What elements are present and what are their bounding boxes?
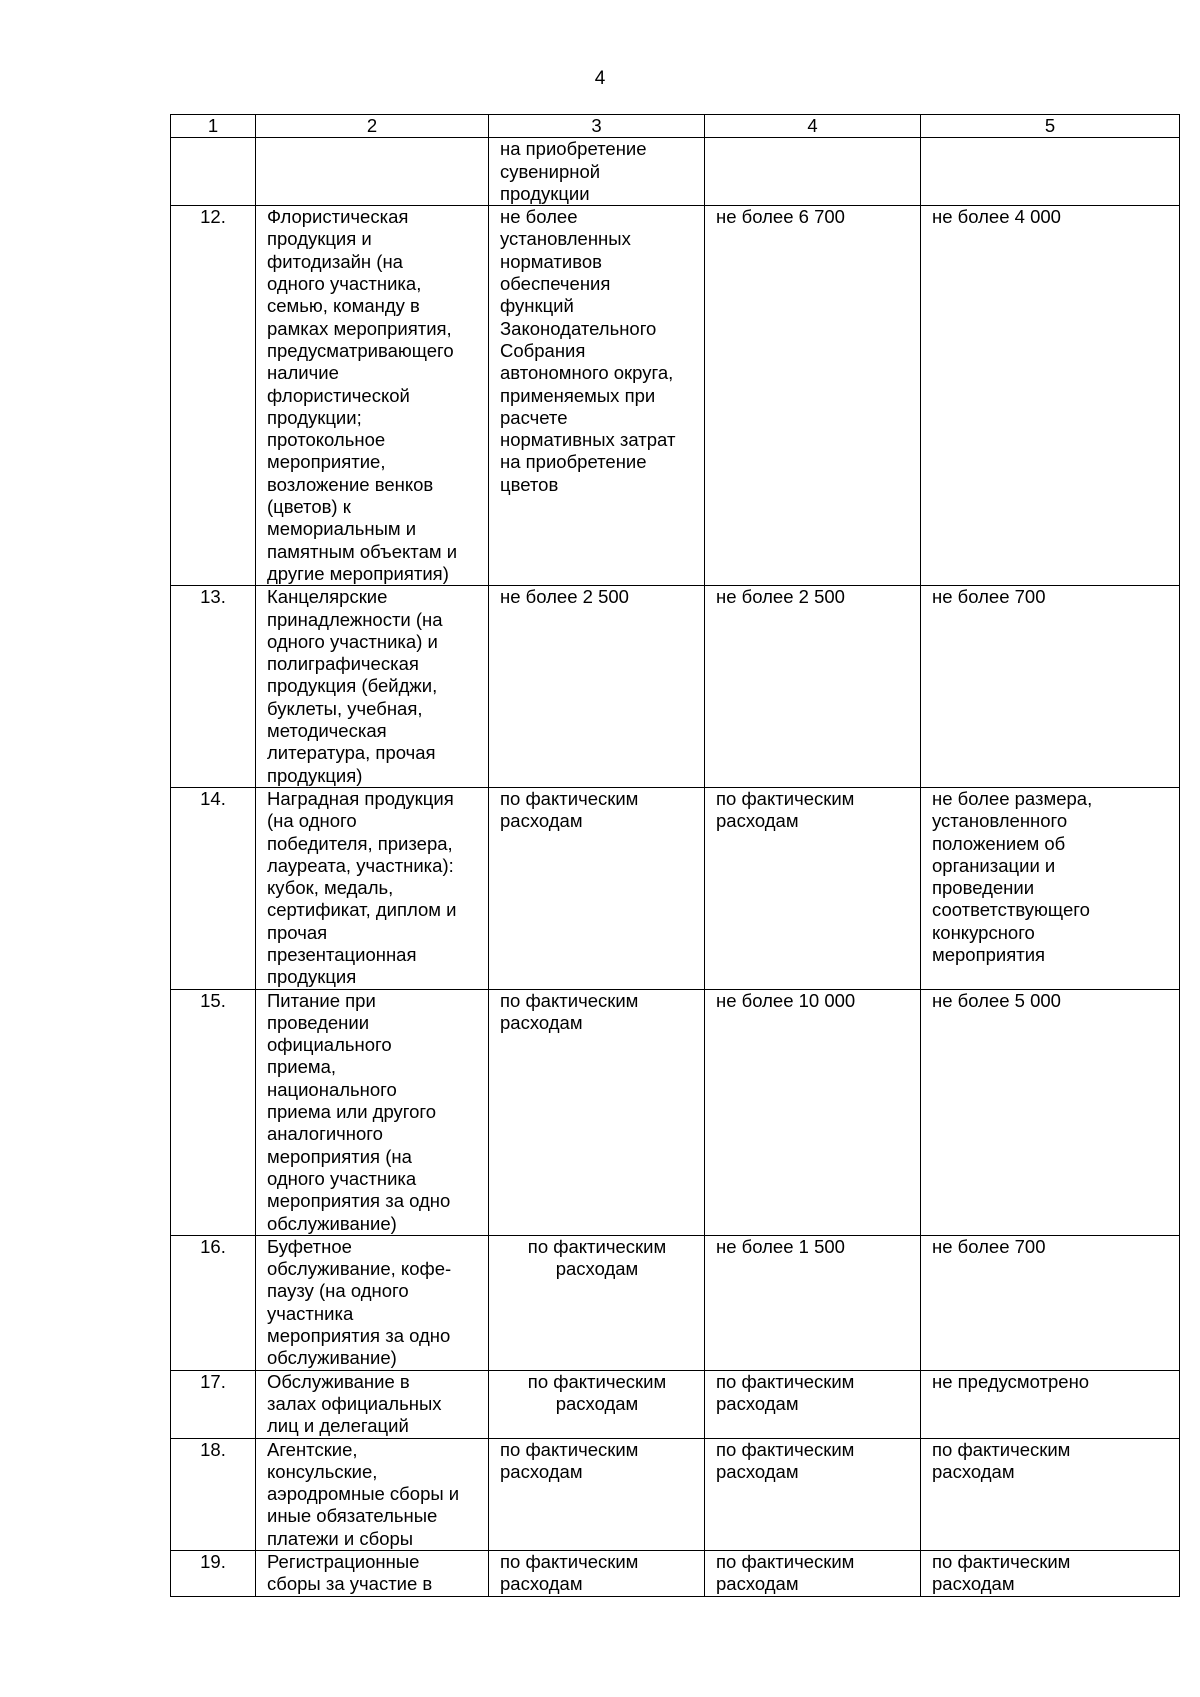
table-row	[171, 989, 1180, 1235]
table-row	[171, 1438, 1180, 1550]
column-header-3: 3	[489, 115, 705, 138]
cell-col3: не более установленных нормативов обеспечения функций Законодательного Собрания автономного округа, применяемых при расчете нормативных затрат на приобретение цветов	[489, 206, 705, 586]
cell-col3: по фактическим расходам	[489, 989, 705, 1235]
cell-num: 13.	[171, 586, 256, 788]
cell-item: Обслуживание в залах официальных лиц и делегаций	[256, 1370, 489, 1438]
cell-num: 19.	[171, 1551, 256, 1597]
table-row	[171, 1235, 1180, 1370]
cell-col4: не более 2 500	[705, 586, 921, 788]
page-number: 4	[594, 68, 606, 89]
column-header-2: 2	[256, 115, 489, 138]
cell-col3: не более 2 500	[489, 586, 705, 788]
cell-col3: по фактическим расходам	[489, 1370, 705, 1438]
cell-col4	[705, 138, 921, 206]
table-row	[171, 787, 1180, 989]
column-header-1: 1	[171, 115, 256, 138]
expense-norms-table	[170, 114, 1180, 1597]
table-row	[171, 586, 1180, 788]
cell-col4: не более 1 500	[705, 1235, 921, 1370]
cell-col5: не более 5 000	[921, 989, 1180, 1235]
table-header-row	[171, 115, 1180, 138]
cell-col4: не более 10 000	[705, 989, 921, 1235]
cell-num: 17.	[171, 1370, 256, 1438]
cell-col4: по фактическим расходам	[705, 787, 921, 989]
cell-col5: не более 4 000	[921, 206, 1180, 586]
cell-col3: по фактическим расходам	[489, 1438, 705, 1550]
cell-col3: по фактическим расходам	[489, 1235, 705, 1370]
cell-item: Регистрационные сборы за участие в	[256, 1551, 489, 1597]
cell-col3: на приобретение сувенирной продукции	[489, 138, 705, 206]
table-row	[171, 1551, 1180, 1597]
cell-num: 12.	[171, 206, 256, 586]
cell-num: 16.	[171, 1235, 256, 1370]
column-header-4: 4	[705, 115, 921, 138]
cell-col4: по фактическим расходам	[705, 1438, 921, 1550]
cell-col3: по фактическим расходам	[489, 787, 705, 989]
cell-col3: по фактическим расходам	[489, 1551, 705, 1597]
table-row	[171, 1370, 1180, 1438]
cell-item: Флористическая продукция и фитодизайн (на одного участника, семью, команду в рамках мероприятия, предусматривающего наличие флористической продукции; протокольное мероприятие, возложение венков (цветов) к мемориальным и памятным объектам и другие мероприятия)	[256, 206, 489, 586]
cell-num: 14.	[171, 787, 256, 989]
cell-item: Канцелярские принадлежности (на одного участника) и полиграфическая продукция (бейджи, буклеты, учебная, методическая литература, прочая продукция)	[256, 586, 489, 788]
column-header-5: 5	[921, 115, 1180, 138]
cell-col5: по фактическим расходам	[921, 1551, 1180, 1597]
cell-col5: не более размера, установленного положением об организации и проведении соответствующего конкурсного мероприятия	[921, 787, 1180, 989]
cell-col5: не более 700	[921, 586, 1180, 788]
cell-col5: не более 700	[921, 1235, 1180, 1370]
cell-col4: не более 6 700	[705, 206, 921, 586]
cell-item: Питание при проведении официального приема, национального приема или другого аналогичного мероприятия (на одного участника мероприятия за одно обслуживание)	[256, 989, 489, 1235]
cell-item	[256, 138, 489, 206]
cell-col4: по фактическим расходам	[705, 1551, 921, 1597]
cell-item: Агентские, консульские, аэродромные сборы и иные обязательные платежи и сборы	[256, 1438, 489, 1550]
cell-col5: не предусмотрено	[921, 1370, 1180, 1438]
cell-col5: по фактическим расходам	[921, 1438, 1180, 1550]
cell-item: Наградная продукция (на одного победителя, призера, лауреата, участника): кубок, медаль, сертификат, диплом и прочая презентационная продукция	[256, 787, 489, 989]
cell-num: 18.	[171, 1438, 256, 1550]
cell-item: Буфетное обслуживание, кофе- паузу (на одного участника мероприятия за одно обслуживание)	[256, 1235, 489, 1370]
table-row-continuation	[171, 138, 1180, 206]
cell-num	[171, 138, 256, 206]
cell-col4: по фактическим расходам	[705, 1370, 921, 1438]
cell-num: 15.	[171, 989, 256, 1235]
table-row	[171, 206, 1180, 586]
cell-col5	[921, 138, 1180, 206]
